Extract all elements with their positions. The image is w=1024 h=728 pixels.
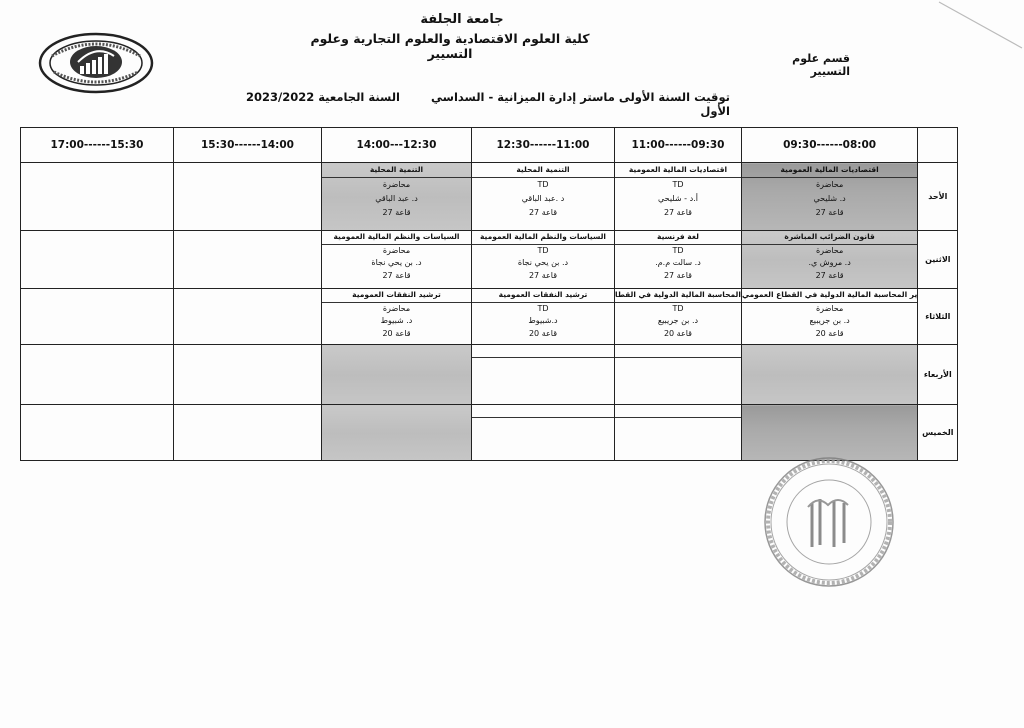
room: قاعة 20 bbox=[815, 328, 844, 338]
day-row bbox=[21, 405, 958, 461]
faculty-name: كلية العلوم الاقتصادية والعلوم التجارية وعلوم التسيير bbox=[310, 31, 590, 61]
empty-slot bbox=[741, 405, 917, 461]
session-type: TD bbox=[537, 303, 549, 313]
room: قاعة 27 bbox=[528, 208, 558, 217]
empty-slot bbox=[174, 405, 322, 461]
teacher-name: د. مروش ي. bbox=[808, 258, 851, 267]
empty-slot bbox=[174, 289, 322, 345]
teacher-name: د. بن جريبيع bbox=[657, 316, 699, 325]
day-label: الاثنين bbox=[918, 231, 958, 289]
time-slot: 12:30------11:00 bbox=[472, 128, 615, 163]
session-type: محاضرة bbox=[815, 303, 844, 313]
room: قاعة 27 bbox=[382, 270, 411, 280]
academic-year: السنة الجامعية 2023/2022 bbox=[245, 90, 400, 104]
course-name: المحاسبة المالية الدولية في القطا bbox=[615, 289, 741, 303]
empty-slot bbox=[472, 345, 615, 405]
session-type: TD bbox=[537, 180, 549, 189]
session-cell bbox=[615, 231, 742, 289]
session-type: TD bbox=[672, 180, 684, 189]
room: قاعة 20 bbox=[663, 328, 692, 338]
university-logo bbox=[38, 32, 154, 94]
teacher-name: د .عبد الباقي bbox=[521, 194, 565, 203]
session-type: TD bbox=[672, 245, 684, 255]
time-slot: 15:30------14:00 bbox=[174, 128, 322, 163]
course-name: التنمية المحلية bbox=[472, 163, 614, 178]
time-slot: 11:00------09:30 bbox=[615, 128, 742, 163]
time-slot-header-row bbox=[21, 128, 958, 163]
schedule-title: توقيت السنة الأولى ماستر إدارة الميزانية - السداسي الأول bbox=[431, 90, 730, 118]
session-cell bbox=[741, 163, 917, 231]
empty-slot bbox=[21, 163, 174, 231]
room: قاعة 27 bbox=[382, 208, 411, 217]
session-type: TD bbox=[672, 303, 684, 313]
empty-slot bbox=[174, 231, 322, 289]
timetable bbox=[20, 127, 958, 461]
course-name: اقتصاديات المالية العمومية bbox=[742, 163, 917, 178]
official-stamp bbox=[762, 455, 897, 590]
teacher-name: د. بن يحي نجاة bbox=[371, 258, 422, 267]
university-name: جامعة الجلفة bbox=[420, 12, 504, 27]
empty-slot bbox=[21, 289, 174, 345]
time-slot: 14:00---12:30 bbox=[322, 128, 472, 163]
room: قاعة 20 bbox=[528, 328, 558, 338]
teacher-name: د. بن يحي نجاة bbox=[517, 258, 569, 267]
teacher-name: د. بن جريبيع bbox=[809, 316, 850, 325]
empty-slot bbox=[21, 231, 174, 289]
session-cell bbox=[741, 231, 917, 289]
room: قاعة 27 bbox=[815, 208, 844, 217]
empty-slot bbox=[741, 345, 917, 405]
session-cell bbox=[322, 289, 472, 345]
session-cell bbox=[615, 289, 742, 345]
empty-slot bbox=[615, 405, 742, 461]
course-name: ترشيد النفقات العمومية bbox=[472, 289, 614, 303]
course-name: السياسات والنظم المالية العمومية bbox=[322, 231, 471, 245]
empty-slot bbox=[472, 405, 615, 461]
course-name: لغة فرنسية bbox=[615, 231, 741, 245]
empty-slot bbox=[174, 163, 322, 231]
department-name: قسم علوم التسيير bbox=[792, 52, 850, 78]
session-cell bbox=[472, 231, 615, 289]
session-type: محاضرة bbox=[382, 180, 411, 189]
day-row bbox=[21, 163, 958, 231]
session-type: محاضرة bbox=[382, 303, 411, 313]
session-type: TD bbox=[537, 245, 549, 255]
course-name: التنمية المحلية bbox=[322, 163, 471, 178]
empty-slot bbox=[322, 405, 472, 461]
day-label: الأحد bbox=[918, 163, 958, 231]
teacher-name: د. عبد الباقي bbox=[375, 194, 418, 203]
teacher-name: د. سالت م.م. bbox=[655, 258, 701, 267]
day-row bbox=[21, 289, 958, 345]
empty-slot bbox=[174, 345, 322, 405]
room: قاعة 27 bbox=[815, 270, 844, 280]
scan-edge-line bbox=[934, 0, 1024, 50]
session-cell bbox=[322, 231, 472, 289]
room: قاعة 27 bbox=[663, 270, 692, 280]
empty-slot bbox=[322, 345, 472, 405]
day-label: الخميس bbox=[918, 405, 958, 461]
teacher-name: د. شبيوط bbox=[380, 316, 413, 325]
teacher-name: د. شليحي bbox=[813, 194, 846, 203]
course-name: اقتصاديات المالية العمومية bbox=[615, 163, 741, 178]
session-type: محاضرة bbox=[815, 245, 844, 255]
session-cell bbox=[472, 289, 615, 345]
empty-slot bbox=[21, 345, 174, 405]
room: قاعة 27 bbox=[663, 208, 692, 217]
session-cell bbox=[472, 163, 615, 231]
time-slot: 09:30------08:00 bbox=[741, 128, 917, 163]
day-label: الثلاثاء bbox=[918, 289, 958, 345]
session-cell bbox=[615, 163, 742, 231]
session-cell bbox=[322, 163, 472, 231]
session-cell bbox=[741, 289, 917, 345]
teacher-name: أ.د - شليحي bbox=[658, 194, 698, 203]
course-name: السياسات والنظم المالية العمومية bbox=[472, 231, 614, 245]
teacher-name: د.شبيوط bbox=[528, 316, 558, 325]
session-type: محاضرة bbox=[382, 245, 411, 255]
empty-slot bbox=[615, 345, 742, 405]
day-row bbox=[21, 345, 958, 405]
empty-slot bbox=[21, 405, 174, 461]
room: قاعة 20 bbox=[382, 328, 411, 338]
time-slot: 17:00------15:30 bbox=[21, 128, 174, 163]
session-type: محاضرة bbox=[815, 180, 844, 189]
room: قاعة 27 bbox=[528, 270, 558, 280]
course-name: ير المحاسبة المالية الدولية في القطاع العمومي bbox=[742, 289, 917, 303]
course-name: قانون الضرائب المباشرة bbox=[742, 231, 917, 245]
day-label: الأربعاء bbox=[918, 345, 958, 405]
corner-cell bbox=[918, 128, 958, 163]
course-name: ترشيد النفقات العمومية bbox=[322, 289, 471, 303]
day-row bbox=[21, 231, 958, 289]
